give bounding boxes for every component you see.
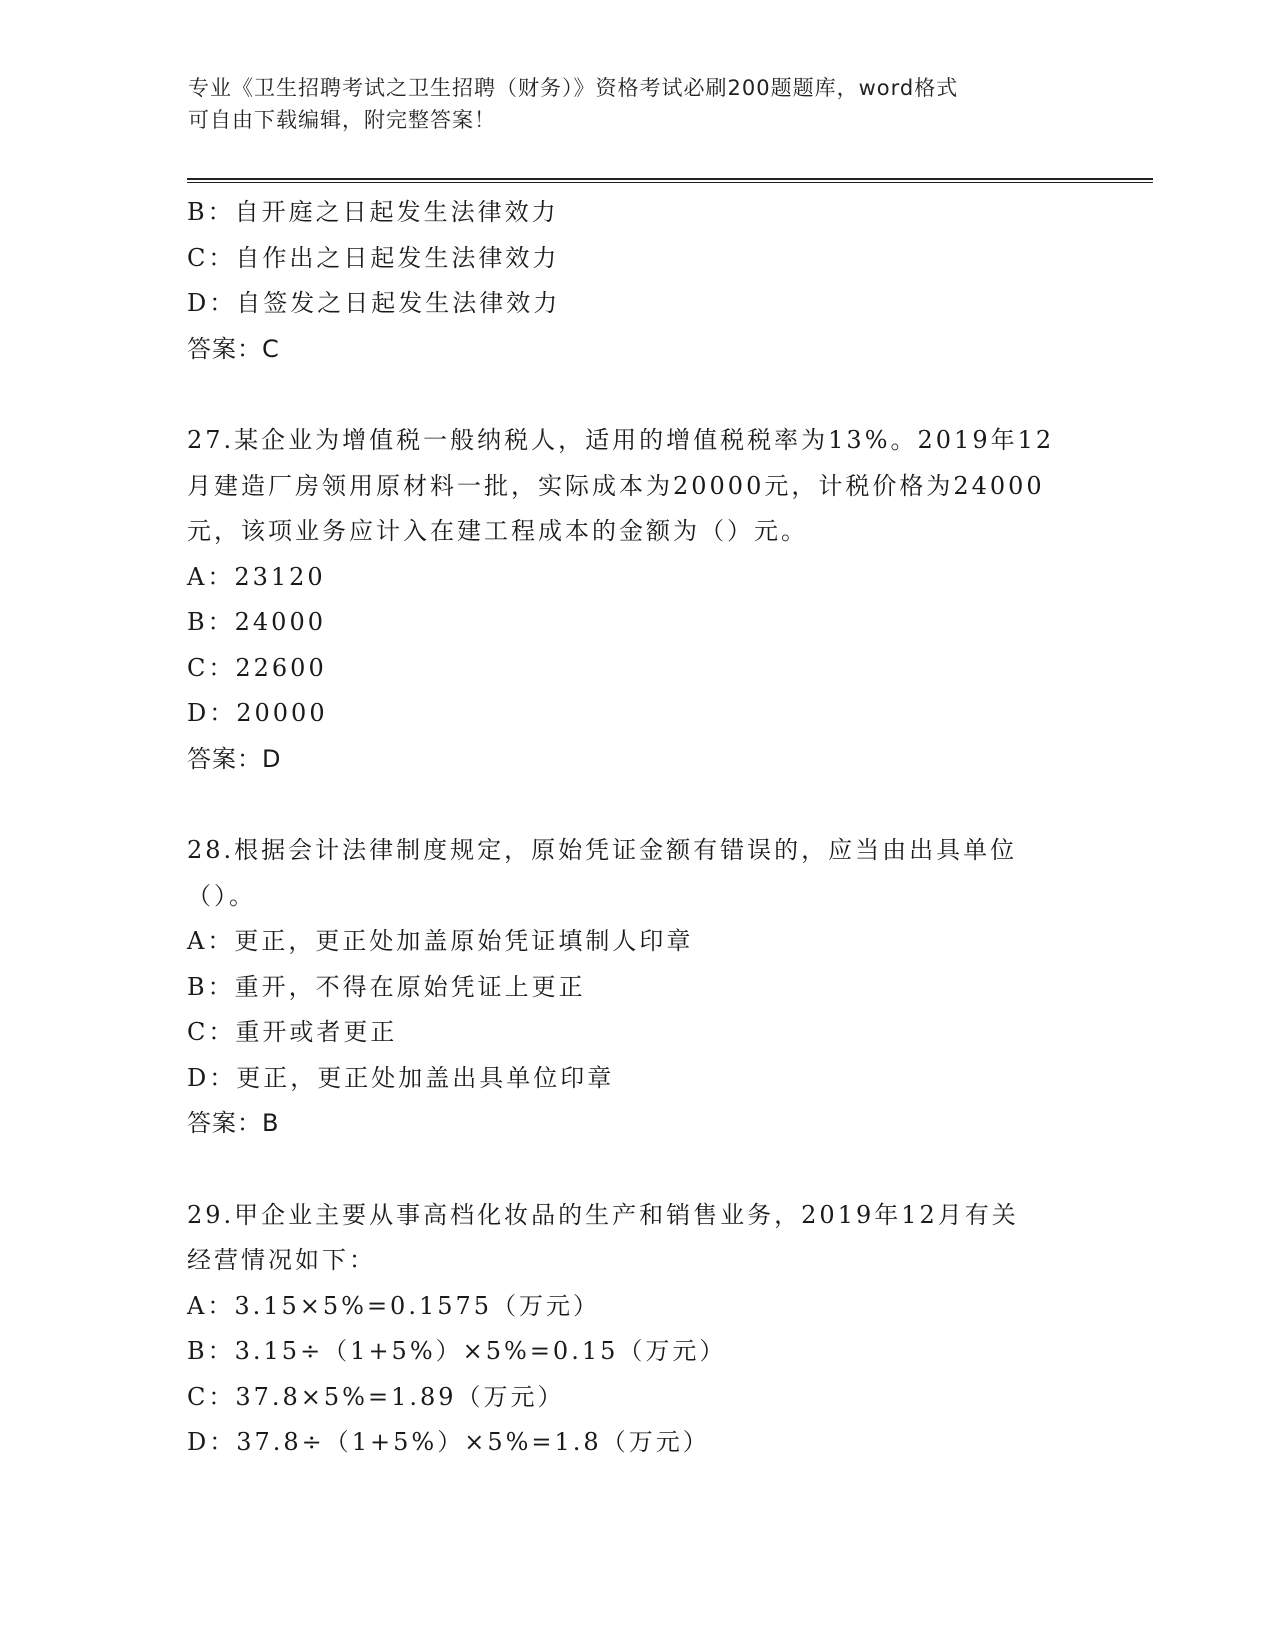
header-divider-thin — [187, 182, 1153, 183]
option-c: C：自作出之日起发生法律效力 — [187, 243, 560, 272]
option-a: A：更正，更正处加盖原始凭证填制人印章 — [187, 927, 694, 955]
header-divider — [187, 178, 1153, 180]
option-d: D：更正，更正处加盖出具单位印章 — [187, 1063, 615, 1092]
option-b: B：重开，不得在原始凭证上更正 — [187, 972, 586, 1001]
question-stem-line: 28.根据会计法律制度规定，原始凭证金额有错误的，应当由出具单位 — [187, 836, 1018, 864]
option-b: B：3.15÷（1+5%）×5%=0.15（万元） — [187, 1337, 727, 1365]
option-d: D：20000 — [187, 699, 328, 727]
question-stem-line: 月建造厂房领用原材料一批，实际成本为20000元，计税价格为24000 — [187, 471, 1045, 500]
question-stem-line: 29.甲企业主要从事高档化妆品的生产和销售业务，2019年12月有关 — [187, 1200, 1019, 1229]
question-stem-line: （）。 — [187, 881, 256, 910]
question-stem-line: 27.某企业为增值税一般纳税人，适用的增值税税率为13%。2019年12 — [187, 426, 1055, 454]
answer-line: 答案：C — [187, 334, 280, 363]
option-d: D：自签发之日起发生法律效力 — [187, 289, 561, 317]
spacer — [187, 782, 1087, 828]
prev-question — [187, 190, 1087, 372]
option-c: C：22600 — [187, 653, 327, 682]
option-b: B：自开庭之日起发生法律效力 — [187, 198, 559, 226]
header-line-2: 可自由下载编辑，附完整答案！ — [188, 108, 496, 132]
answer-line: 答案：D — [187, 744, 282, 773]
document-body — [187, 190, 1087, 1466]
question-27 — [187, 418, 1087, 782]
spacer — [187, 372, 1087, 418]
spacer — [187, 1147, 1087, 1193]
answer-line: 答案：B — [187, 1109, 280, 1137]
option-a: A：23120 — [187, 562, 326, 591]
document-header — [188, 72, 1068, 136]
option-c: C：重开或者更正 — [187, 1018, 398, 1046]
question-28 — [187, 828, 1087, 1147]
question-stem-line: 经营情况如下： — [187, 1246, 376, 1274]
option-b: B：24000 — [187, 608, 326, 636]
option-c: C：37.8×5%=1.89（万元） — [187, 1382, 565, 1411]
option-a: A：3.15×5%=0.1575（万元） — [187, 1291, 601, 1320]
header-line-1: 专业《卫生招聘考试之卫生招聘（财务）》资格考试必刷200题题库，word格式 — [188, 76, 959, 100]
question-stem-line: 元，该项业务应计入在建工程成本的金额为（）元。 — [187, 517, 808, 545]
option-d: D：37.8÷（1+5%）×5%=1.8（万元） — [187, 1428, 710, 1456]
question-29 — [187, 1193, 1087, 1466]
